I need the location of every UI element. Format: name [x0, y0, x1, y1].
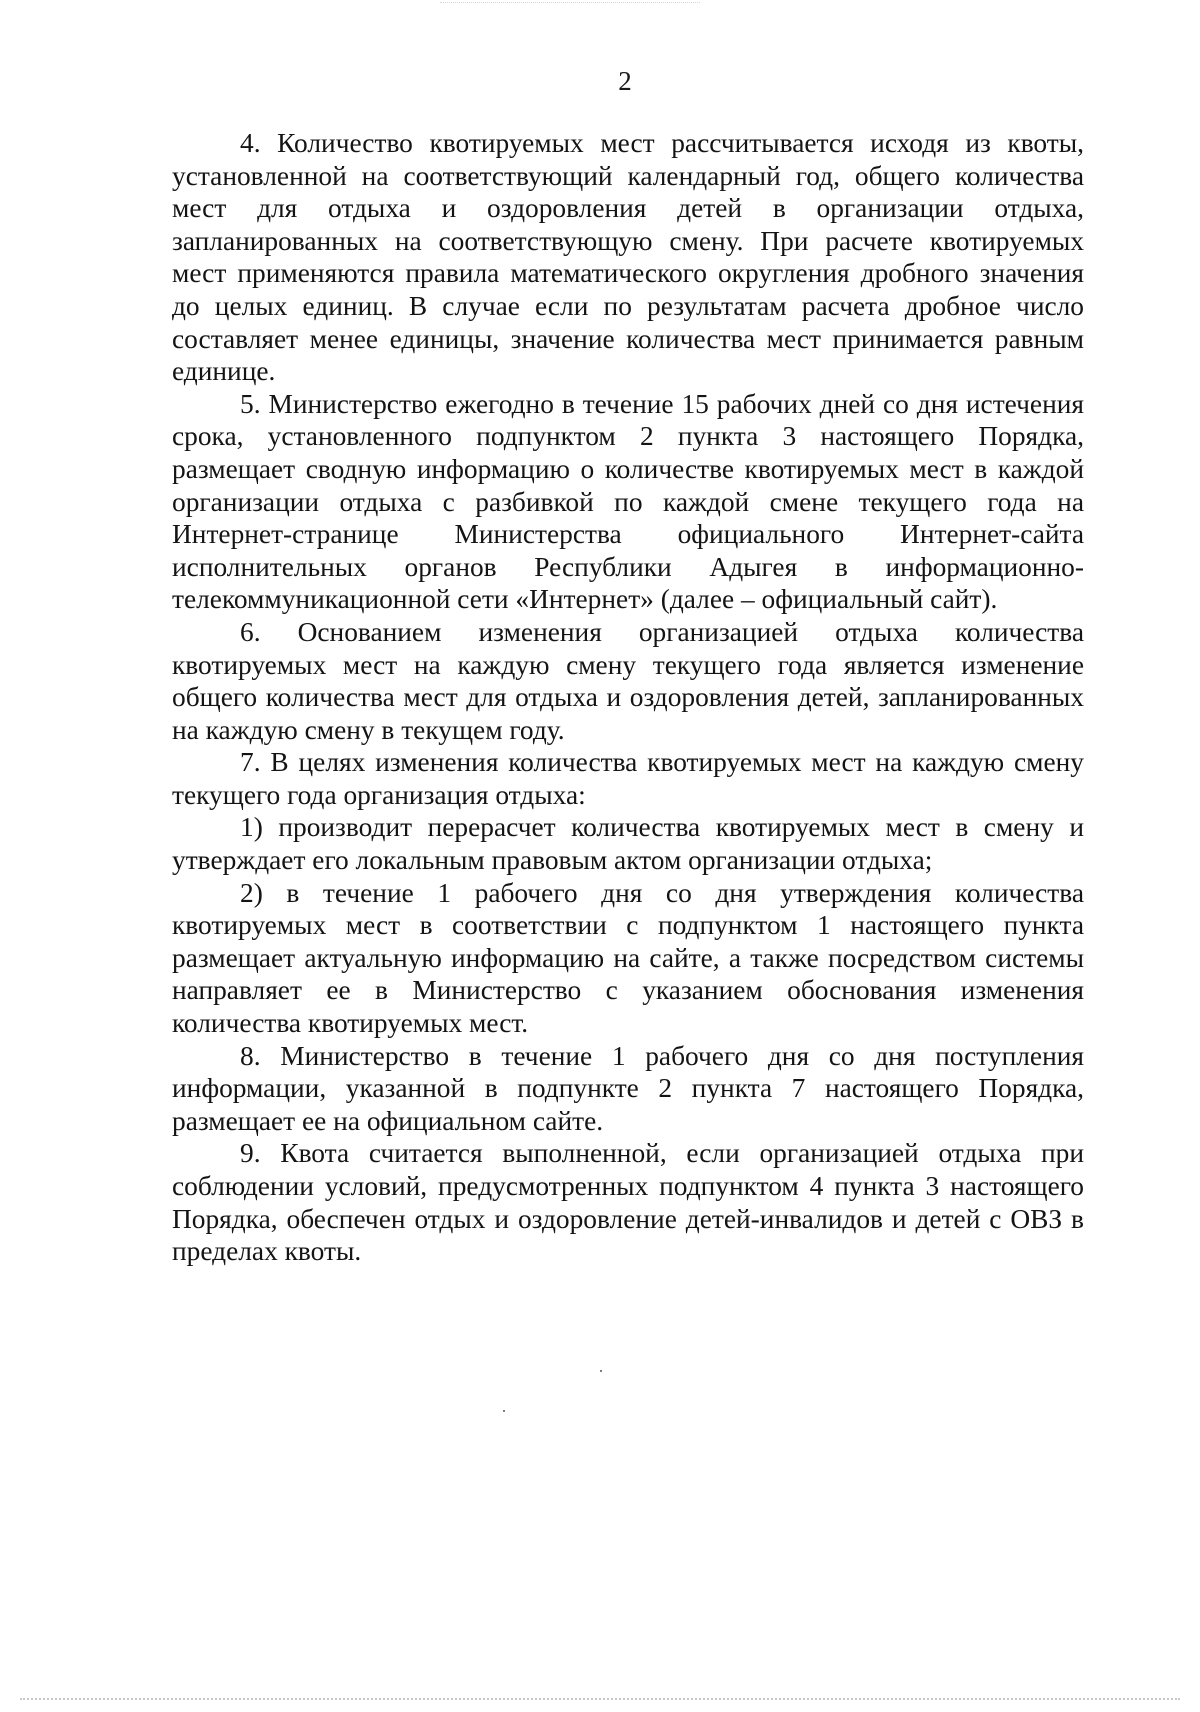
paragraph-4: 4. Количество квотируемых мест рассчитывается исходя из квоты, установленной на соответствующий календарный год, общего количества мест для отдыха и оздоровления детей в организации отдыха, запланированных на соответствующую смену. При расчете квотируемых мест применяются правила математического округления дробного значения до целых единиц. В случае если по результатам расчета дробное число составляет менее единицы, значение количества мест принимается равным единице. [172, 128, 1084, 387]
paragraph-8: 8. Министерство в течение 1 рабочего дня со дня поступления информации, указанной в подпункте 2 пункта 7 настоящего Порядка, размещает ее на официальном сайте. [172, 1040, 1084, 1136]
document-body [172, 127, 1084, 1268]
scan-noise-top [440, 2, 700, 4]
paragraph-5: 5. Министерство ежегодно в течение 15 рабочих дней со дня истечения срока, установленного подпунктом 2 пункта 3 настоящего Порядка, размещает сводную информацию о количестве квотируемых мест в каждой организации отдыха с разбивкой по каждой смене текущего года на Интернет-странице Министерства официального Интернет-сайта исполнительных органов Республики Адыгея в информационно-телекоммуникационной сети «Интернет» (далее – официальный сайт). [172, 388, 1084, 615]
scan-speck [600, 1370, 602, 1372]
page-number: 2 [618, 66, 632, 96]
paragraph-7-subitem-1: 1) производит перерасчет количества квотируемых мест в смену и утверждает его локальным правовым актом организации отдыха; [172, 812, 1084, 876]
paragraph-7-subitem-2: 2) в течение 1 рабочего дня со дня утверждения количества квотируемых мест в соответствии с подпунктом 1 настоящего пункта размещает актуальную информацию на сайте, а также посредством системы направляет ее в Министерство с указанием обоснования изменения количества квотируемых мест. [172, 877, 1084, 1039]
paragraph-6: 6. Основанием изменения организацией отдыха количества квотируемых мест на каждую смену текущего года является изменение общего количества мест для отдыха и оздоровления детей, запланированных на каждую смену в текущем году. [172, 616, 1084, 745]
scan-speck [503, 1410, 505, 1412]
scan-noise-bottom [20, 1698, 1180, 1702]
paragraph-9: 9. Квота считается выполненной, если организацией отдыха при соблюдении условий, предусмотренных подпунктом 4 пункта 3 настоящего Порядка, обеспечен отдых и оздоровление детей-инвалидов и детей с ОВЗ в пределах квоты. [172, 1138, 1084, 1267]
paragraph-7: 7. В целях изменения количества квотируемых мест на каждую смену текущего года организация отдыха: [172, 747, 1084, 810]
